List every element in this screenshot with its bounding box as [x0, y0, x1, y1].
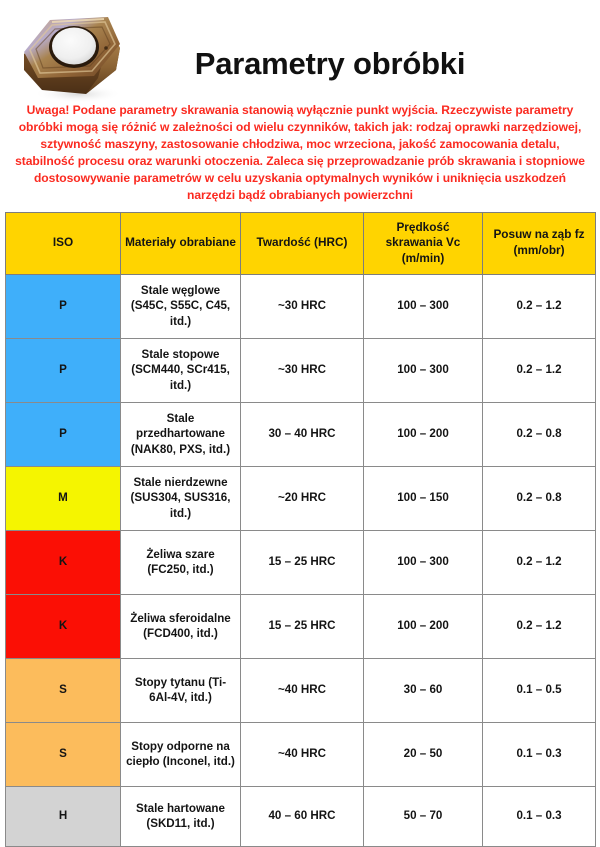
cell-material: Stale przedhartowane (NAK80, PXS, itd.)	[121, 402, 241, 466]
table-row	[6, 466, 596, 530]
cutting-parameters-table	[5, 212, 596, 847]
cell-cutting-speed: 100 – 200	[364, 402, 483, 466]
cell-cutting-speed: 100 – 200	[364, 594, 483, 658]
table-row	[6, 530, 596, 594]
table-row	[6, 338, 596, 402]
cell-iso-group: K	[6, 530, 121, 594]
table-header-row	[6, 212, 596, 274]
cell-hardness: ~30 HRC	[241, 338, 364, 402]
cell-hardness: 40 – 60 HRC	[241, 786, 364, 846]
page-header	[0, 0, 600, 100]
cell-iso-group: K	[6, 594, 121, 658]
cell-feed-per-tooth: 0.1 – 0.5	[483, 658, 596, 722]
cell-hardness: ~30 HRC	[241, 274, 364, 338]
cell-cutting-speed: 50 – 70	[364, 786, 483, 846]
cell-iso-group: P	[6, 338, 121, 402]
cell-iso-group: P	[6, 402, 121, 466]
cell-feed-per-tooth: 0.2 – 1.2	[483, 530, 596, 594]
cell-feed-per-tooth: 0.2 – 0.8	[483, 466, 596, 530]
cell-cutting-speed: 100 – 300	[364, 274, 483, 338]
cell-feed-per-tooth: 0.2 – 1.2	[483, 274, 596, 338]
cell-iso-group: S	[6, 658, 121, 722]
table-row	[6, 722, 596, 786]
cell-iso-group: H	[6, 786, 121, 846]
cell-feed-per-tooth: 0.1 – 0.3	[483, 722, 596, 786]
column-header-cutting-speed: Prędkość skrawania Vc (m/min)	[364, 212, 483, 274]
cell-hardness: ~40 HRC	[241, 658, 364, 722]
cell-iso-group: M	[6, 466, 121, 530]
column-header-feed-per-tooth: Posuw na ząb fz (mm/obr)	[483, 212, 596, 274]
cell-cutting-speed: 20 – 50	[364, 722, 483, 786]
column-header-iso: ISO	[6, 212, 121, 274]
table-row	[6, 594, 596, 658]
cell-feed-per-tooth: 0.2 – 1.2	[483, 594, 596, 658]
cell-hardness: ~20 HRC	[241, 466, 364, 530]
cell-hardness: ~40 HRC	[241, 722, 364, 786]
cell-cutting-speed: 100 – 150	[364, 466, 483, 530]
cell-material: Stopy tytanu (Ti-6Al-4V, itd.)	[121, 658, 241, 722]
cell-hardness: 30 – 40 HRC	[241, 402, 364, 466]
cell-material: Żeliwa sferoidalne (FCD400, itd.)	[121, 594, 241, 658]
table-row	[6, 402, 596, 466]
cell-material: Żeliwa szare (FC250, itd.)	[121, 530, 241, 594]
cell-iso-group: S	[6, 722, 121, 786]
cell-iso-group: P	[6, 274, 121, 338]
cell-feed-per-tooth: 0.2 – 1.2	[483, 338, 596, 402]
cell-cutting-speed: 100 – 300	[364, 338, 483, 402]
cell-feed-per-tooth: 0.1 – 0.3	[483, 786, 596, 846]
column-header-hardness: Twardość (HRC)	[241, 212, 364, 274]
table-row	[6, 658, 596, 722]
table-body	[6, 274, 596, 846]
warning-note: Uwaga! Podane parametry skrawania stanowią wyłącznie punkt wyjścia. Rzeczywiste parametry obróbki mogą się różnić w zależności od wielu czynników, takich jak: rodzaj oprawki narzędziowej, sztywność maszyny, zastosowanie chłodziwa, moc wrzeciona, jakość zamocowania detalu, stabilność procesu oraz warunki otoczenia. Zaleca się przeprowadzanie prób skrawania i stopniowe dostosowywanie parametrów w celu uzyskania optymalnych wyników i uniknięcia uszkodzeń narzędzi bądź obrabianych powierzchni	[15, 103, 585, 202]
cell-material: Stale stopowe (SCM440, SCr415, itd.)	[121, 338, 241, 402]
table-row	[6, 786, 596, 846]
parameters-table-container	[5, 212, 595, 847]
cell-material: Stale węglowe (S45C, S55C, C45, itd.)	[121, 274, 241, 338]
table-row	[6, 274, 596, 338]
cell-cutting-speed: 100 – 300	[364, 530, 483, 594]
cell-material: Stale hartowane (SKD11, itd.)	[121, 786, 241, 846]
column-header-materials: Materiały obrabiane	[121, 212, 241, 274]
cell-hardness: 15 – 25 HRC	[241, 594, 364, 658]
cell-cutting-speed: 30 – 60	[364, 658, 483, 722]
cell-material: Stopy odporne na ciepło (Inconel, itd.)	[121, 722, 241, 786]
cell-material: Stale nierdzewne (SUS304, SUS316, itd.)	[121, 466, 241, 530]
cell-feed-per-tooth: 0.2 – 0.8	[483, 402, 596, 466]
cell-hardness: 15 – 25 HRC	[241, 530, 364, 594]
page-title: Parametry obróbki	[194, 45, 466, 81]
